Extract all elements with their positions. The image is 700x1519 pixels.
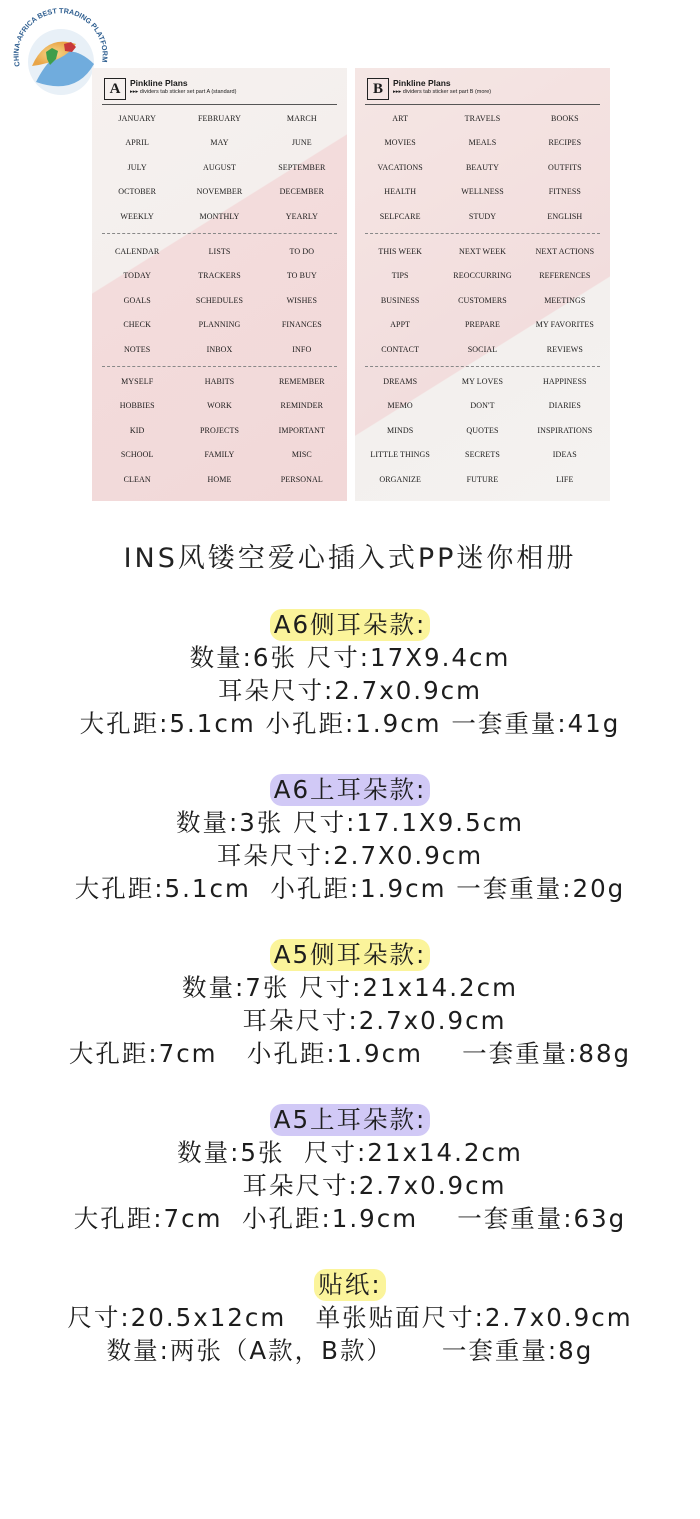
sticker-label: HEALTH <box>384 187 417 197</box>
divider-line <box>365 104 600 105</box>
sticker-label: PROJECTS <box>199 425 240 435</box>
spec-line: 尺寸:20.5x12cm 单张贴面尺寸:2.7x0.9cm <box>67 1303 633 1332</box>
sticker-label: MYSELF <box>121 377 154 386</box>
sticker-label: ORGANIZE <box>379 474 421 484</box>
sticker-label: KID <box>129 425 145 435</box>
sticker-label: JANUARY <box>118 114 156 123</box>
sticker-label: MARCH <box>286 114 317 123</box>
sticker-label: TRACKERS <box>198 271 241 281</box>
sticker-label: REVIEWS <box>546 344 583 354</box>
sheet-b-letter: B <box>367 78 389 100</box>
sticker-label: JUNE <box>291 138 312 148</box>
spec-a5-side <box>0 938 700 1070</box>
sheet-b-group-1 <box>359 107 606 229</box>
sticker-label: REMEMBER <box>278 377 325 386</box>
sticker-label: QUOTES <box>466 425 499 435</box>
sticker-label: NOTES <box>124 344 151 354</box>
sticker-label: MISC <box>291 450 312 460</box>
logo-text: CHINA-AFRICA BEST TRADING PLATFORM <box>11 6 110 68</box>
spec-heading: A6侧耳朵款: <box>270 609 431 641</box>
sticker-label: DON'T <box>470 401 495 411</box>
dashed-divider <box>365 233 600 234</box>
sticker-label: DECEMBER <box>279 187 324 197</box>
spec-line: 数量:5张 尺寸:21x14.2cm <box>177 1138 523 1167</box>
sticker-label: HABITS <box>204 377 235 386</box>
sticker-label: AUGUST <box>202 162 237 172</box>
sticker-label: FAMILY <box>204 450 235 460</box>
sticker-label: HOME <box>207 474 232 484</box>
sheet-b-header <box>367 78 600 104</box>
sticker-label: MONTHLY <box>199 211 240 221</box>
spec-line: 大孔距:7cm 小孔距:1.9cm 一套重量:88g <box>68 1039 632 1068</box>
dashed-divider <box>102 233 337 234</box>
sticker-label: MY LOVES <box>461 377 504 386</box>
sticker-label: LISTS <box>208 247 231 256</box>
sticker-label: TO BUY <box>286 271 317 281</box>
sticker-label: BUSINESS <box>380 295 420 305</box>
sticker-label: SELFCARE <box>379 211 421 221</box>
sticker-label: CUSTOMERS <box>458 295 507 305</box>
sticker-label: RECIPES <box>548 138 582 148</box>
sticker-label: REMINDER <box>280 401 324 411</box>
product-title: INS风镂空爱心插入式PP迷你相册 <box>123 543 577 574</box>
sheet-a-letter: A <box>104 78 126 100</box>
sticker-label: INSPIRATIONS <box>537 425 593 435</box>
sticker-label: CALENDAR <box>114 247 160 256</box>
sticker-label: REOCCURRING <box>453 271 512 281</box>
sticker-label: TRAVELS <box>464 114 501 123</box>
sticker-label: WORK <box>207 401 232 411</box>
spec-heading: A5侧耳朵款: <box>270 939 431 971</box>
spec-line: 数量:6张 尺寸:17X9.4cm <box>189 643 511 672</box>
sticker-sheet-a <box>92 68 347 501</box>
dashed-divider <box>102 366 337 367</box>
spec-line: 数量:7张 尺寸:21x14.2cm <box>182 973 518 1002</box>
spec-line: 耳朵尺寸:2.7x0.9cm <box>193 1006 507 1035</box>
sticker-label: CHECK <box>123 320 151 330</box>
sticker-label: CLEAN <box>123 474 151 484</box>
sticker-label: MEMO <box>387 401 413 411</box>
spec-line: 数量:3张 尺寸:17.1X9.5cm <box>175 808 525 837</box>
sticker-label: MINDS <box>387 425 414 435</box>
sticker-label: MOVIES <box>384 138 416 148</box>
sticker-label: THIS WEEK <box>378 247 422 256</box>
sticker-label: PLANNING <box>198 320 241 330</box>
sticker-label: SCHOOL <box>120 450 154 460</box>
sticker-label: FITNESS <box>548 187 581 197</box>
sticker-label: TIPS <box>391 271 409 281</box>
sheet-a-subtitle: ▸▸▸ dividers tab sticker set part A (standard) <box>130 89 237 95</box>
sheet-a-group-2 <box>96 240 343 362</box>
sticker-label: HAPPINESS <box>543 377 587 386</box>
sticker-label: REFERENCES <box>539 271 591 281</box>
sticker-label: YEARLY <box>285 211 318 221</box>
sheet-b-subtitle: ▸▸▸ dividers tab sticker set part B (more) <box>393 89 492 95</box>
sticker-label: OCTOBER <box>118 187 157 197</box>
sticker-label: VACATIONS <box>377 162 423 172</box>
sticker-label: APRIL <box>125 138 149 148</box>
dashed-divider <box>365 366 600 367</box>
sheet-a-header <box>104 78 337 104</box>
spec-a6-side <box>0 608 700 740</box>
sheet-a-group-3 <box>96 370 343 492</box>
sticker-label: FUTURE <box>466 474 499 484</box>
sticker-label: LITTLE THINGS <box>370 450 430 460</box>
sticker-label: WISHES <box>286 295 318 305</box>
sticker-label: MEALS <box>468 138 497 148</box>
sheet-a-brand: Pinkline Plans <box>130 78 188 88</box>
spec-line: 大孔距:5.1cm 小孔距:1.9cm 一套重量:41g <box>79 709 621 738</box>
sheet-a-group-1 <box>96 107 343 229</box>
divider-line <box>102 104 337 105</box>
sheet-b-group-3 <box>359 370 606 492</box>
sticker-label: WELLNESS <box>461 187 504 197</box>
spec-a5-top <box>0 1103 700 1235</box>
sticker-label: TO DO <box>289 247 315 256</box>
sticker-label: PERSONAL <box>280 474 323 484</box>
sticker-label: GOALS <box>123 295 151 305</box>
sticker-label: STUDY <box>468 211 497 221</box>
spec-line: 大孔距:5.1cm 小孔距:1.9cm 一套重量:20g <box>74 874 626 903</box>
sticker-label: PREPARE <box>464 320 501 330</box>
spec-sticker <box>0 1268 700 1367</box>
sticker-label: JULY <box>127 162 147 172</box>
sticker-label: APPT <box>390 320 411 330</box>
spec-heading: A5上耳朵款: <box>270 1104 431 1136</box>
spec-line: 耳朵尺寸:2.7X0.9cm <box>216 841 484 870</box>
sticker-label: MAY <box>210 138 229 148</box>
sticker-label: INBOX <box>206 344 233 354</box>
sticker-label: TODAY <box>123 271 151 281</box>
sticker-sheet-b <box>355 68 610 501</box>
spec-heading: 贴纸: <box>314 1269 385 1301</box>
sticker-label: NEXT ACTIONS <box>535 247 595 256</box>
sticker-label: NEXT WEEK <box>458 247 507 256</box>
sticker-label: FINANCES <box>281 320 322 330</box>
sticker-label: ART <box>392 114 409 123</box>
spec-a6-top <box>0 773 700 905</box>
spec-line: 数量:两张（A款，B款） 一套重量:8g <box>106 1336 594 1365</box>
sticker-label: MY FAVORITES <box>535 320 594 330</box>
sticker-label: DIARIES <box>548 401 581 411</box>
spec-line: 耳朵尺寸:2.7x0.9cm <box>193 1171 507 1200</box>
sticker-label: SEPTEMBER <box>278 162 326 172</box>
sticker-label: BEAUTY <box>465 162 500 172</box>
sticker-label: NOVEMBER <box>196 187 243 197</box>
sticker-label: OUTFITS <box>548 162 582 172</box>
sticker-label: SCHEDULES <box>195 295 244 305</box>
sticker-label: ENGLISH <box>547 211 583 221</box>
sticker-label: HOBBIES <box>119 401 155 411</box>
sticker-label: DREAMS <box>383 377 418 386</box>
spec-line: 大孔距:7cm 小孔距:1.9cm 一套重量:63g <box>73 1204 627 1233</box>
spec-line: 耳朵尺寸:2.7x0.9cm <box>217 676 482 705</box>
sticker-label: LIFE <box>556 474 574 484</box>
sticker-label: SECRETS <box>465 450 500 460</box>
sticker-label: FEBRUARY <box>197 114 242 123</box>
sticker-label: INFO <box>292 344 312 354</box>
spec-heading: A6上耳朵款: <box>270 774 431 806</box>
sticker-label: MEETINGS <box>544 295 586 305</box>
sticker-label: WEEKLY <box>120 211 154 221</box>
sticker-label: CONTACT <box>381 344 420 354</box>
sticker-label: IMPORTANT <box>278 425 326 435</box>
sticker-label: SOCIAL <box>467 344 498 354</box>
sticker-label: IDEAS <box>552 450 577 460</box>
sheet-b-group-2 <box>359 240 606 362</box>
sheet-b-brand: Pinkline Plans <box>393 78 451 88</box>
sticker-label: BOOKS <box>551 114 579 123</box>
